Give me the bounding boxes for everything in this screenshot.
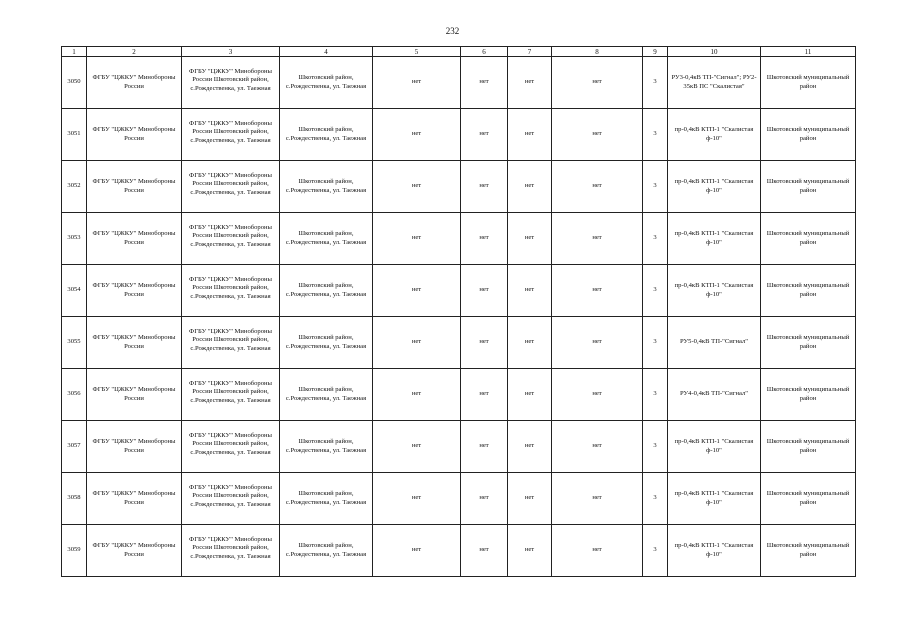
owner-cell: ФГБУ "ЦЖКУ" Минобороны России (87, 265, 182, 317)
table-row (62, 57, 856, 109)
table-row (62, 369, 856, 421)
table-row (62, 213, 856, 265)
col5-cell: нет (373, 369, 461, 421)
table-body (62, 57, 856, 577)
table-row (62, 421, 856, 473)
col9-cell: 3 (643, 421, 668, 473)
col10-cell: пр-0,4кВ КТП-1 "Скалистая ф-10" (668, 213, 761, 265)
holder-text: ФГБУ "ЦЖКУ" Минобороны России Шкотовский район, с.Рождественка, ул. Таежная (189, 327, 272, 352)
owner-cell: ФГБУ "ЦЖКУ" Минобороны России (87, 57, 182, 109)
col5-cell: нет (373, 317, 461, 369)
col8-cell: нет (552, 109, 643, 161)
column-header: 5 (373, 47, 461, 57)
col10-cell: РУ4-0,4кВ ТП-"Сигнал" (668, 369, 761, 421)
address-cell: Шкотовский район, с.Рождественка, ул. Таежная (280, 317, 373, 369)
column-header: 8 (552, 47, 643, 57)
table-row (62, 525, 856, 577)
col10-cell: пр-0,4кВ КТП-1 "Скалистая ф-10" (668, 161, 761, 213)
col10-cell: пр-0,4кВ КТП-1 "Скалистая ф-10" (668, 421, 761, 473)
col6-cell: нет (461, 109, 508, 161)
row-number-cell: 3057 (62, 421, 87, 473)
holder-text: ФГБУ "ЦЖКУ" Минобороны России Шкотовский район, с.Рождественка, ул. Таежная (189, 535, 272, 560)
owner-cell: ФГБУ "ЦЖКУ" Минобороны России (87, 213, 182, 265)
owner-cell: ФГБУ "ЦЖКУ" Минобороны России (87, 369, 182, 421)
holder-text: ФГБУ "ЦЖКУ" Минобороны России Шкотовский район, с.Рождественка, ул. Таежная (189, 483, 272, 508)
holder-cell (182, 57, 280, 109)
col7-cell: нет (508, 473, 552, 525)
district-cell: Шкотовский муниципальный район (761, 161, 856, 213)
holder-text: ФГБУ "ЦЖКУ" Минобороны России Шкотовский район, с.Рождественка, ул. Таежная (189, 67, 272, 92)
col8-cell: нет (552, 213, 643, 265)
page-number: 232 (445, 26, 460, 36)
row-number-cell: 3058 (62, 473, 87, 525)
col10-cell: пр-0,4кВ КТП-1 "Скалистая ф-10" (668, 265, 761, 317)
col8-cell: нет (552, 473, 643, 525)
column-header: 11 (761, 47, 856, 57)
col8-cell: нет (552, 421, 643, 473)
col10-cell: пр-0,4кВ КТП-1 "Скалистая ф-10" (668, 525, 761, 577)
column-header: 4 (280, 47, 373, 57)
address-cell: Шкотовский район, с.Рождественка, ул. Таежная (280, 57, 373, 109)
holder-cell (182, 473, 280, 525)
col5-cell: нет (373, 421, 461, 473)
col5-cell: нет (373, 265, 461, 317)
col5-cell: нет (373, 213, 461, 265)
owner-cell: ФГБУ "ЦЖКУ" Минобороны России (87, 525, 182, 577)
col9-cell: 3 (643, 57, 668, 109)
col9-cell: 3 (643, 161, 668, 213)
col7-cell: нет (508, 57, 552, 109)
column-header: 1 (62, 47, 87, 57)
holder-cell (182, 109, 280, 161)
col5-cell: нет (373, 161, 461, 213)
col8-cell: нет (552, 369, 643, 421)
owner-cell: ФГБУ "ЦЖКУ" Минобороны России (87, 161, 182, 213)
col5-cell: нет (373, 109, 461, 161)
header-row (62, 47, 856, 57)
col6-cell: нет (461, 57, 508, 109)
column-header: 9 (643, 47, 668, 57)
holder-text: ФГБУ "ЦЖКУ" Минобороны России Шкотовский район, с.Рождественка, ул. Таежная (189, 379, 272, 404)
col6-cell: нет (461, 473, 508, 525)
col5-cell: нет (373, 525, 461, 577)
holder-cell (182, 525, 280, 577)
col9-cell: 3 (643, 317, 668, 369)
owner-cell: ФГБУ "ЦЖКУ" Минобороны России (87, 109, 182, 161)
col9-cell: 3 (643, 473, 668, 525)
holder-cell (182, 317, 280, 369)
col6-cell: нет (461, 421, 508, 473)
col9-cell: 3 (643, 369, 668, 421)
col7-cell: нет (508, 421, 552, 473)
col7-cell: нет (508, 213, 552, 265)
col5-cell: нет (373, 473, 461, 525)
col7-cell: нет (508, 265, 552, 317)
address-cell: Шкотовский район, с.Рождественка, ул. Таежная (280, 421, 373, 473)
col8-cell: нет (552, 317, 643, 369)
table-row (62, 161, 856, 213)
col5-cell: нет (373, 57, 461, 109)
row-number-cell: 3050 (62, 57, 87, 109)
table-row (62, 109, 856, 161)
district-cell: Шкотовский муниципальный район (761, 109, 856, 161)
district-cell: Шкотовский муниципальный район (761, 265, 856, 317)
col8-cell: нет (552, 525, 643, 577)
owner-cell: ФГБУ "ЦЖКУ" Минобороны России (87, 421, 182, 473)
row-number-cell: 3059 (62, 525, 87, 577)
col10-cell: пр-0,4кВ КТП-1 "Скалистая ф-10" (668, 473, 761, 525)
address-cell: Шкотовский район, с.Рождественка, ул. Таежная (280, 369, 373, 421)
address-cell: Шкотовский район, с.Рождественка, ул. Таежная (280, 473, 373, 525)
col9-cell: 3 (643, 213, 668, 265)
column-header: 2 (87, 47, 182, 57)
district-cell: Шкотовский муниципальный район (761, 473, 856, 525)
table-row (62, 265, 856, 317)
col9-cell: 3 (643, 525, 668, 577)
holder-cell (182, 161, 280, 213)
row-number-cell: 3056 (62, 369, 87, 421)
col7-cell: нет (508, 317, 552, 369)
col9-cell: 3 (643, 109, 668, 161)
col7-cell: нет (508, 109, 552, 161)
owner-cell: ФГБУ "ЦЖКУ" Минобороны России (87, 317, 182, 369)
district-cell: Шкотовский муниципальный район (761, 421, 856, 473)
col9-cell: 3 (643, 265, 668, 317)
district-cell: Шкотовский муниципальный район (761, 525, 856, 577)
col6-cell: нет (461, 369, 508, 421)
address-cell: Шкотовский район, с.Рождественка, ул. Таежная (280, 109, 373, 161)
col8-cell: нет (552, 265, 643, 317)
holder-cell (182, 421, 280, 473)
column-header: 6 (461, 47, 508, 57)
address-cell: Шкотовский район, с.Рождественка, ул. Таежная (280, 525, 373, 577)
col6-cell: нет (461, 265, 508, 317)
col8-cell: нет (552, 57, 643, 109)
holder-cell (182, 369, 280, 421)
column-header: 3 (182, 47, 280, 57)
row-number-cell: 3052 (62, 161, 87, 213)
col10-cell: пр-0,4кВ КТП-1 "Скалистая ф-10" (668, 109, 761, 161)
owner-cell: ФГБУ "ЦЖКУ" Минобороны России (87, 473, 182, 525)
col10-cell: РУ5-0,4кВ ТП-"Сигнал" (668, 317, 761, 369)
address-cell: Шкотовский район, с.Рождественка, ул. Таежная (280, 213, 373, 265)
holder-cell (182, 265, 280, 317)
table-row (62, 317, 856, 369)
district-cell: Шкотовский муниципальный район (761, 213, 856, 265)
address-cell: Шкотовский район, с.Рождественка, ул. Таежная (280, 265, 373, 317)
data-table (61, 46, 856, 577)
holder-text: ФГБУ "ЦЖКУ" Минобороны России Шкотовский район, с.Рождественка, ул. Таежная (189, 171, 272, 196)
table-row (62, 473, 856, 525)
col7-cell: нет (508, 369, 552, 421)
row-number-cell: 3054 (62, 265, 87, 317)
address-cell: Шкотовский район, с.Рождественка, ул. Таежная (280, 161, 373, 213)
col7-cell: нет (508, 161, 552, 213)
holder-text: ФГБУ "ЦЖКУ" Минобороны России Шкотовский район, с.Рождественка, ул. Таежная (189, 431, 272, 456)
col8-cell: нет (552, 161, 643, 213)
holder-text: ФГБУ "ЦЖКУ" Минобороны России Шкотовский район, с.Рождественка, ул. Таежная (189, 119, 272, 144)
column-header: 10 (668, 47, 761, 57)
col6-cell: нет (461, 161, 508, 213)
row-number-cell: 3055 (62, 317, 87, 369)
col6-cell: нет (461, 317, 508, 369)
col6-cell: нет (461, 525, 508, 577)
row-number-cell: 3051 (62, 109, 87, 161)
district-cell: Шкотовский муниципальный район (761, 369, 856, 421)
col6-cell: нет (461, 213, 508, 265)
district-cell: Шкотовский муниципальный район (761, 317, 856, 369)
holder-cell (182, 213, 280, 265)
row-number-cell: 3053 (62, 213, 87, 265)
col7-cell: нет (508, 525, 552, 577)
col10-cell: РУ3-0,4кВ ТП-"Сигнал"; РУ2-35кВ ПС "Скалистая" (668, 57, 761, 109)
district-cell: Шкотовский муниципальный район (761, 57, 856, 109)
holder-text: ФГБУ "ЦЖКУ" Минобороны России Шкотовский район, с.Рождественка, ул. Таежная (189, 275, 272, 300)
column-header: 7 (508, 47, 552, 57)
holder-text: ФГБУ "ЦЖКУ" Минобороны России Шкотовский район, с.Рождественка, ул. Таежная (189, 223, 272, 248)
